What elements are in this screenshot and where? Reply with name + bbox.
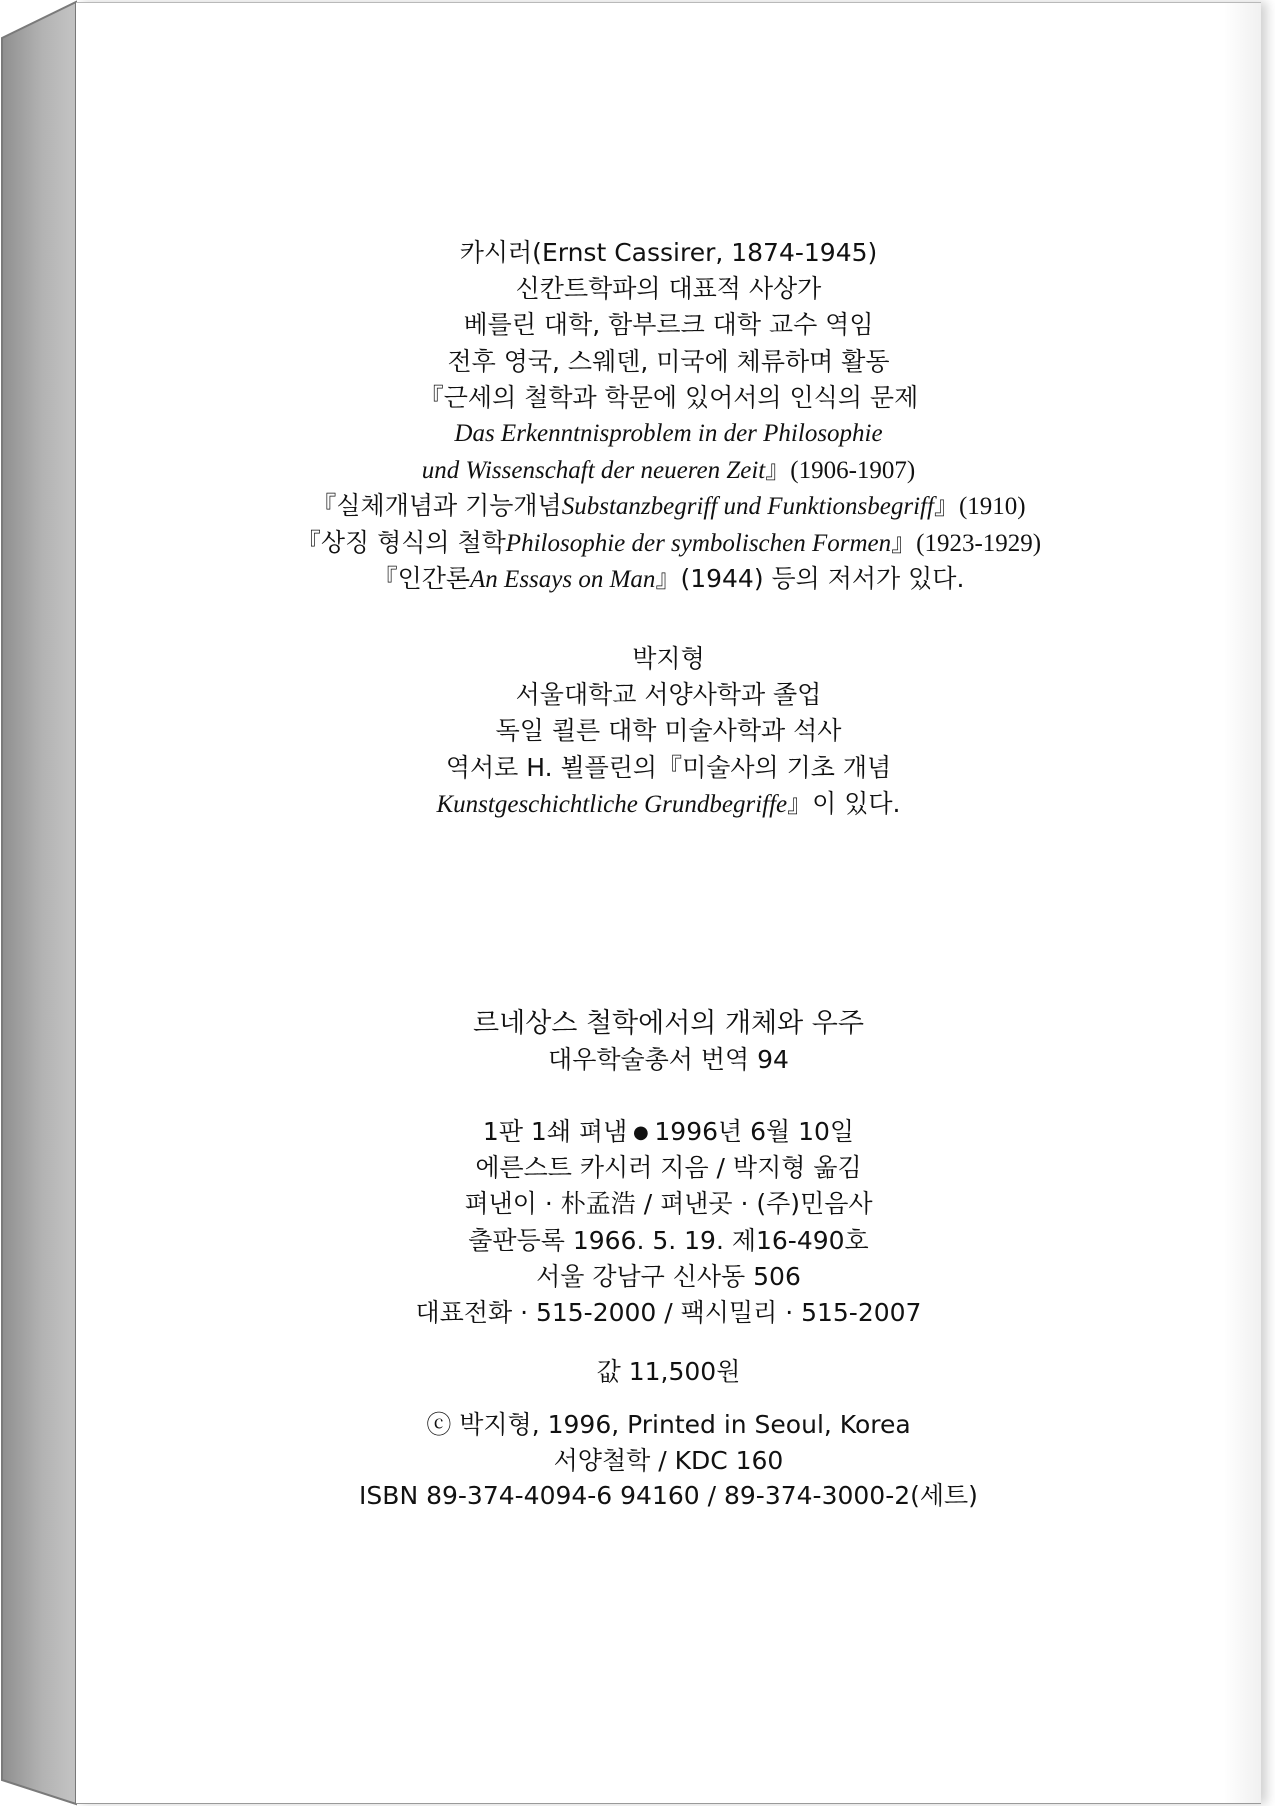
author-book-3-line (76, 525, 1261, 561)
author-bio (76, 235, 1261, 597)
phone-label: 대표전화 (415, 1297, 513, 1327)
phone-line (76, 1295, 1261, 1331)
isbn-line: ISBN 89-374-4094-6 94160 / 89-374-3000-2(세트) (359, 1481, 978, 1510)
price: 값 11,500원 (596, 1357, 741, 1386)
translator-name: 박지형 (632, 644, 705, 673)
author-book-3-korean: 『상징 형식의 철학 (295, 527, 506, 557)
author-line-3: 전후 영국, 스웨덴, 미국에 체류하며 활동 (447, 346, 890, 376)
author-book-2-german: Substanzbegriff und Funktionsbegriff (561, 493, 934, 521)
publisher-person-label: 펴낸이 (464, 1189, 537, 1219)
author-line-2: 베를린 대학, 함부르크 대학 교수 역임 (463, 310, 874, 340)
translator-line-2: 독일 쾰른 대학 미술사학과 석사 (495, 716, 842, 746)
translator-line-3: 역서로 H. 뵐플린의『미술사의 기초 개념 (445, 752, 892, 782)
author-book-4-line (76, 561, 1261, 597)
middle-dot-icon: · (536, 1189, 561, 1219)
registration-line: 출판등록 1966. 5. 19. 제16-490호 (468, 1225, 869, 1255)
author-book-1-german-a: Das Erkenntnisproblem in der Philosophie (454, 419, 883, 447)
translator-line-4 (76, 786, 1261, 822)
edition-label: 1판 1쇄 펴냄 (482, 1117, 628, 1146)
author-book-1-german-b: und Wissenschaft der neueren Zeit (421, 457, 766, 485)
book-title: 르네상스 철학에서의 개체와 우주 (473, 1008, 864, 1039)
author-book-2-korean: 『실체개념과 기능개념 (311, 491, 562, 521)
author-book-4-korean: 『인간론 (372, 563, 471, 593)
bullet-icon: ● (627, 1122, 655, 1143)
credits-line: 에른스트 카시러 지음 / 박지형 옮김 (475, 1153, 862, 1183)
translator-book-german: Kunstgeschichtliche Grundbegriffe (436, 790, 788, 818)
translator-bio (76, 641, 1261, 822)
edition-date: 1996년 6월 10일 (654, 1117, 855, 1146)
middle-dot-icon: · (512, 1297, 536, 1327)
address-line: 서울 강남구 신사동 506 (536, 1261, 801, 1291)
author-book-4-year: 』(1944) 등의 저서가 있다. (655, 563, 965, 593)
colophon-page (76, 2, 1261, 1804)
translator-line-1: 서울대학교 서양사학과 졸업 (515, 680, 822, 710)
publisher-person: 朴孟浩 / 펴낸곳 (560, 1189, 733, 1219)
translator-line-4-tail: 』이 있다. (787, 788, 901, 818)
fax-number: 515-2007 (801, 1297, 922, 1327)
phone-number: 515-2000 / 팩시밀리 (535, 1297, 778, 1327)
author-book-2-line (76, 488, 1261, 524)
edition-line (76, 1114, 1261, 1150)
author-book-4-english: An Essays on Man (470, 565, 656, 593)
copyright-block (76, 1407, 1261, 1514)
classification-line: 서양철학 / KDC 160 (553, 1445, 784, 1475)
middle-dot-icon: · (732, 1189, 757, 1219)
book-series: 대우학술총서 번역 94 (548, 1045, 789, 1074)
author-book-1-korean: 『근세의 철학과 학문에 있어서의 인식의 문제 (418, 382, 919, 412)
middle-dot-icon: · (777, 1297, 802, 1327)
price-block (76, 1354, 1261, 1390)
author-book-2-year: 』(1910) (933, 493, 1026, 521)
publication-info (76, 1114, 1261, 1331)
publisher-company: (주)민음사 (756, 1189, 873, 1219)
copyright-line: ⓒ 박지형, 1996, Printed in Seoul, Korea (426, 1410, 911, 1439)
author-book-1-year: 』(1906-1907) (765, 457, 916, 485)
author-line-1: 신칸트학파의 대표적 사상가 (515, 274, 822, 304)
book-title-block (76, 1006, 1261, 1078)
author-name: 카시러(Ernst Cassirer, 1874-1945) (459, 238, 878, 267)
publisher-line (76, 1186, 1261, 1222)
author-book-1-line (76, 452, 1261, 488)
author-book-3-german: Philosophie der symbolischen Formen (505, 529, 892, 557)
author-book-3-year: 』(1923-1929) (891, 529, 1042, 557)
